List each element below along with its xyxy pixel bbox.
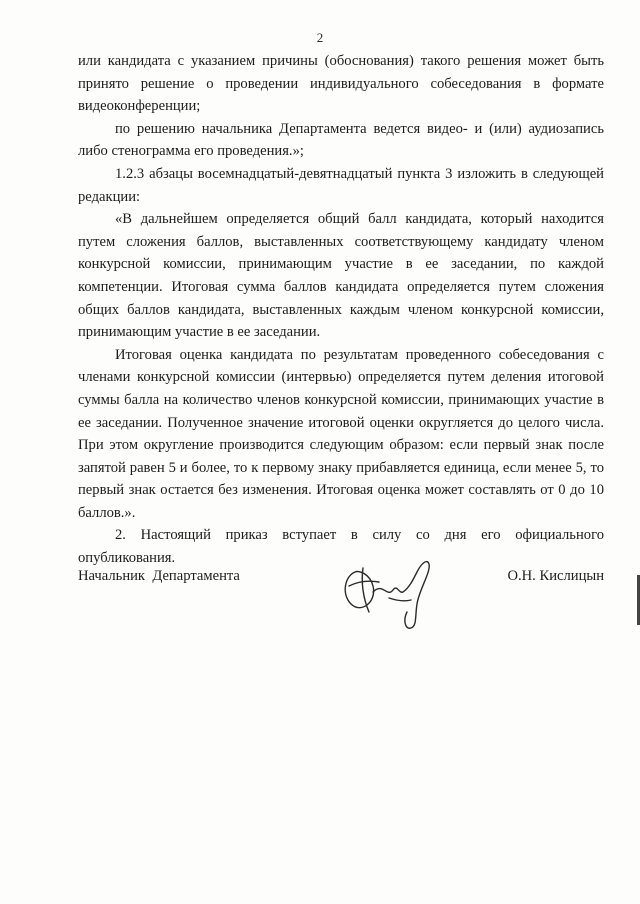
page-number: 2	[316, 30, 324, 45]
signatory-name: О.Н. Кислицын	[507, 568, 604, 584]
signatory-position: Начальник Департамента	[78, 568, 240, 584]
paragraph-5: Итоговая оценка кандидата по результатам проведенного собеседования с членами конкурсной комиссии (интервью) определяется путем деления итоговой суммы балла на количество членов конкурсной комиссии, принимающих участие в ее заседании. Полученное значение итоговой оценки округляется до целого числа. При этом округление производится следующим образом: если первый знак после запятой равен 5 и более, то к первому знаку прибавляется единица, если менее 5, то первый знак остается без изменения. Итоговая оценка может составлять от 0 до 10 баллов.».	[78, 346, 604, 521]
paragraph-4: «В дальнейшем определяется общий балл кандидата, который находится путем сложения баллов, выставленных соответствующему кандидату членом конкурсной комиссии, принимающим участие в ее заседании, по каждой компетенции. Итоговая сумма баллов кандидата определяется путем сложения общих баллов кандидата, выставленных каждым членом конкурсной комиссии, принимающим участие в ее заседании.	[78, 211, 604, 341]
paragraph-1: или кандидата с указанием причины (обоснования) такого решения может быть принято решение о проведении индивидуального собеседования в формате видеоконференции;	[78, 53, 604, 115]
paragraph-2: по решению начальника Департамента ведется видео- и (или) аудиозапись либо стенограмма его проведения.»;	[78, 120, 604, 160]
paragraph-6: 2. Настоящий приказ вступает в силу со дня его официального опубликования.	[78, 527, 604, 567]
handwritten-signature	[333, 542, 443, 632]
paragraph-3: 1.2.3 абзацы восемнадцатый-девятнадцатый пункта 3 изложить в следующей редакции:	[78, 165, 604, 205]
document-body	[78, 50, 604, 570]
signature-block	[78, 560, 604, 640]
